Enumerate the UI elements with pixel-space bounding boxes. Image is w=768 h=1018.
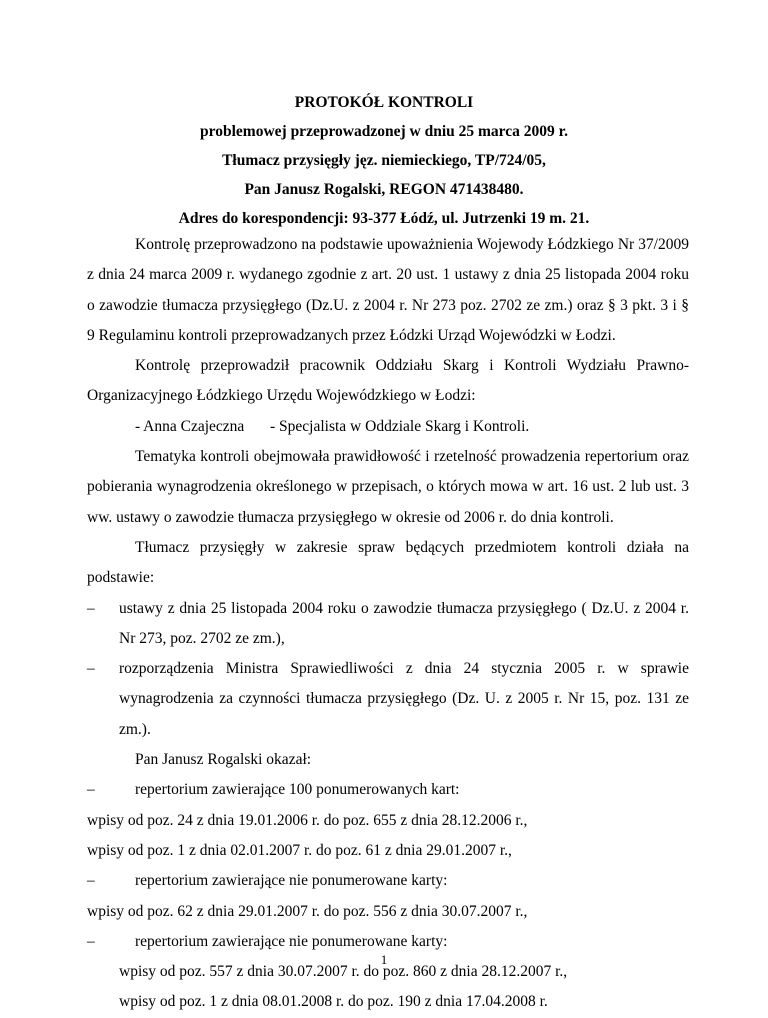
- repertory-title: [87, 775, 689, 805]
- inspector-row: [87, 412, 689, 442]
- translator-line: Tłumacz przysięgły jęz. niemieckiego, TP/724/05,: [222, 152, 546, 169]
- legal-basis-item: [87, 594, 689, 655]
- repertory-title-text: repertorium zawierające 100 ponumerowanych kart:: [135, 781, 460, 799]
- repertory-title-text: repertorium zawierające nie ponumerowane karty:: [135, 872, 448, 890]
- repertory-entry: wpisy od poz. 24 z dnia 19.01.2006 r. do poz. 655 z dnia 28.12.2006 r.,: [87, 811, 528, 829]
- document-title: PROTOKÓŁ KONTROLI: [294, 94, 474, 111]
- legal-basis-item: [87, 654, 689, 745]
- paragraph-presented: Pan Janusz Rogalski okazał:: [135, 751, 312, 769]
- inspector-role: - Specjalista w Oddziale Skarg i Kontroli.: [270, 417, 530, 435]
- repertory-entry: wpisy od poz. 62 z dnia 29.01.2007 r. do poz. 556 z dnia 30.07.2007 r.,: [87, 902, 528, 920]
- document-body: [87, 230, 689, 1018]
- paragraph-scope: Tematyka kontroli obejmowała prawidłowość i rzetelność prowadzenia repertorium oraz pobierania wynagrodzenia określonego w przepisach, o których mowa w art. 16 ust. 2 lub ust. 3 ww. ustawy o zawodzie tłumacza przysięgłego w okresie od 2006 r. do dnia kontroli.: [87, 448, 689, 526]
- legal-basis-text: rozporządzenia Ministra Sprawiedliwości z dnia 24 stycznia 2005 r. w sprawie wynagrodzenia za czynności tłumacza przysięgłego (Dz. U. z 2005 r. Nr 15, poz. 131 ze zm.).: [119, 660, 689, 738]
- page-number: 1: [380, 952, 388, 967]
- repertory-entry: wpisy od poz. 557 z dnia 30.07.2007 r. do poz. 860 z dnia 28.12.2007 r.,: [119, 963, 568, 981]
- dash-bullet: –: [87, 660, 95, 678]
- inspector-name: - Anna Czajeczna: [135, 417, 245, 435]
- repertory-entry: wpisy od poz. 1 z dnia 02.01.2007 r. do poz. 61 z dnia 29.01.2007 r.,: [87, 841, 512, 859]
- dash-bullet: –: [87, 599, 95, 617]
- dash-bullet: –: [87, 872, 95, 890]
- dash-bullet: –: [87, 781, 95, 799]
- repertory-title: [87, 866, 689, 896]
- paragraph-authorization: Kontrolę przeprowadzono na podstawie upoważnienia Wojewody Łódzkiego Nr 37/2009 z dnia 24 marca 2009 r. wydanego zgodnie z art. 20 ust. 1 ustawy z dnia 25 listopada 2004 roku o zawodzie tłumacza przysięgłego (Dz.U. z 2004 r. Nr 273 poz. 2702 ze zm.) oraz § 3 pkt. 3 i § 9 Regulaminu kontroli przeprowadzanych przez Łódzki Urząd Wojewódzki w Łodzi.: [87, 236, 689, 344]
- inspection-date-line: problemowej przeprowadzonej w dniu 25 marca 2009 r.: [200, 123, 568, 140]
- dash-bullet: –: [87, 932, 95, 950]
- repertory-entry: wpisy od poz. 1 z dnia 08.01.2008 r. do poz. 190 z dnia 17.04.2008 r.: [119, 993, 548, 1011]
- translator-name-line: Pan Janusz Rogalski, REGON 471438480.: [244, 181, 524, 198]
- repertory-title-text: repertorium zawierające nie ponumerowane karty:: [135, 932, 448, 950]
- document-header: [0, 88, 768, 233]
- address-line: Adres do korespondencji: 93-377 Łódź, ul. Jutrzenki 19 m. 21.: [178, 210, 590, 227]
- paragraph-legal-intro: Tłumacz przysięgły w zakresie spraw będących przedmiotem kontroli działa na podstawie:: [87, 538, 689, 587]
- paragraph-inspector: Kontrolę przeprowadził pracownik Oddziału Skarg i Kontroli Wydziału Prawno-Organizacyjnego Łódzkiego Urzędu Wojewódzkiego w Łodzi:: [87, 357, 689, 405]
- legal-basis-text: ustawy z dnia 25 listopada 2004 roku o zawodzie tłumacza przysięgłego ( Dz.U. z 2004 r. Nr 273, poz. 2702 ze zm.),: [119, 599, 689, 647]
